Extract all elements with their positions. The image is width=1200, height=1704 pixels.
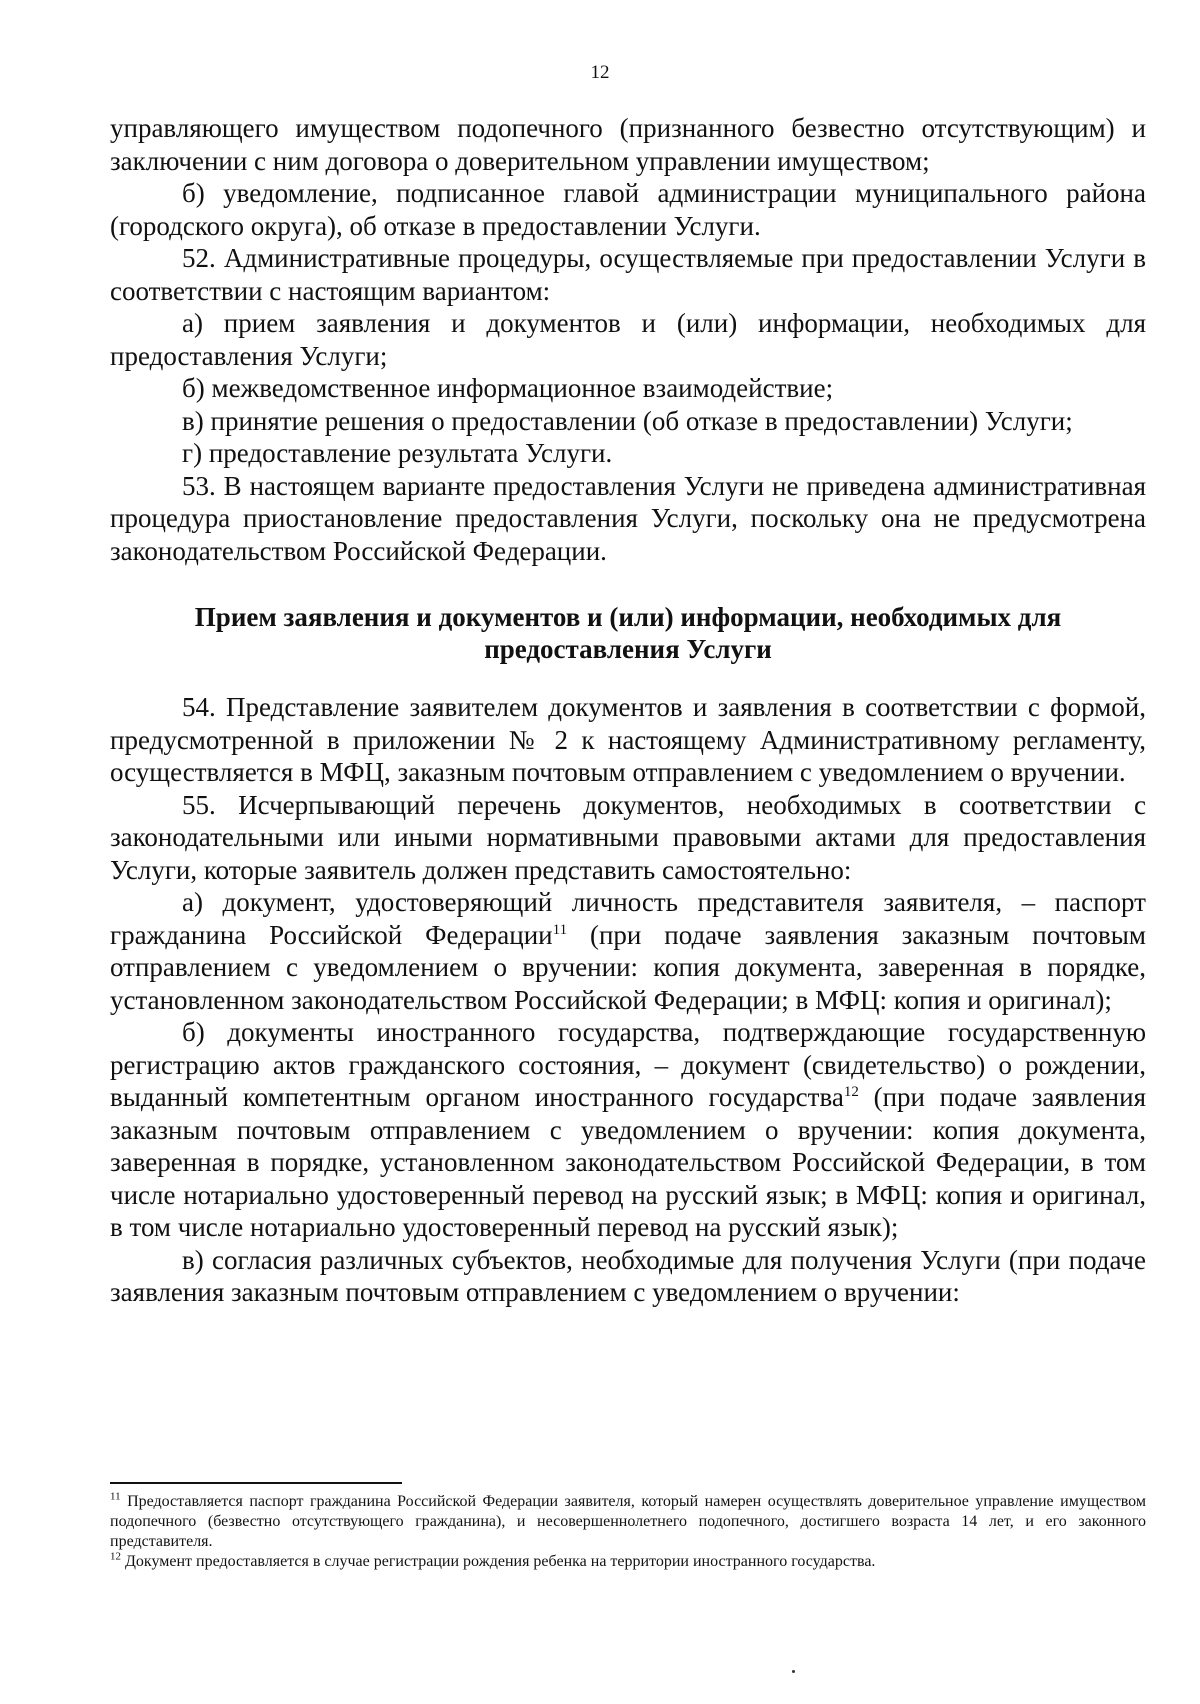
page-number: 12 xyxy=(590,62,610,83)
footnote xyxy=(110,1552,1146,1572)
paragraph: 55. Исчерпывающий перечень документов, необходимых в соответствии с законодательными или иными нормативными правовыми актами для предоставления Услуги, которые заявитель должен представить самостоятельно: xyxy=(110,789,1146,885)
paragraph-text: (при подаче заявления заказным почтовым отправлением с уведомлением о вручении: копия документа, заверенная в порядке, установленном законодательством Российской Федерации; в МФЦ: копия и оригинал); xyxy=(110,919,1147,1015)
paragraph: г) предоставление результата Услуги. xyxy=(182,438,613,468)
footnote xyxy=(110,1492,1146,1552)
paragraph: а) прием заявления и документов и (или) информации, необходимых для предоставления Услуги; xyxy=(110,308,1146,371)
paragraph-text: а) документ, удостоверяющий личность представителя заявителя, – паспорт гражданина Российской Федерации xyxy=(110,887,1146,950)
paragraph xyxy=(110,886,1146,1016)
paragraph-text: (при подаче заявления заказным почтовым отправлением с уведомлением о вручении: копия документа, заверенная в порядке, установленном законодательством Российской Федерации, в том числе нотариально удостоверенный перевод на русский язык; в МФЦ: копия и оригинал, в том числе нотариально удостоверенный перевод на русский язык); xyxy=(110,1082,1147,1242)
paragraph: 53. В настоящем варианте предоставления Услуги не приведена административная процедура приостановление предоставления Услуги, поскольку она не предусмотрена законодательством Российской Федерации. xyxy=(110,470,1146,566)
footnote-number: 12 xyxy=(110,1550,121,1563)
footnote-text: Документ предоставляется в случае регистрации рождения ребенка на территории иностранного государства. xyxy=(121,1553,876,1570)
footnote-number: 11 xyxy=(110,1490,121,1503)
paragraph xyxy=(110,1016,1146,1244)
paragraph: 52. Административные процедуры, осуществляемые при предоставлении Услуги в соответствии с настоящим вариантом: xyxy=(110,243,1146,306)
paragraph: 54. Представление заявителем документов и заявления в соответствии с формой, предусмотренной в приложении № 2 к настоящему Административному регламенту, осуществляется в МФЦ, заказным почтовым отправлением с уведомлением о вручении. xyxy=(110,692,1146,787)
footnotes xyxy=(110,1492,1146,1572)
paragraph: управляющего имуществом подопечного (признанного безвестно отсутствующим) и заключении с ним договора о доверительном управлении имуществом; xyxy=(110,113,1146,176)
footnote-text: Предоставляется паспорт гражданина Российской Федерации заявителя, который намерен осуществлять доверительное управление имуществом подопечного (безвестно отсутствующего гражданина), и несовершеннолетнего подопечного, достигшего возраста 14 лет, и его законного представителя. xyxy=(110,1493,1146,1550)
footnote-ref: 12 xyxy=(843,1084,859,1100)
section-heading: Прием заявления и документов и (или) информации, необходимых для предоставления Услуги xyxy=(194,602,1062,664)
paragraph-text: б) документы иностранного государства, подтверждающие государственную регистрацию актов гражданского состояния, – документ (свидетельство) о рождении, выданный компетентным органом иностранного государства xyxy=(110,1017,1146,1112)
footnote-divider xyxy=(110,1482,402,1484)
document-body xyxy=(110,112,1146,1309)
paragraph: в) согласия различных субъектов, необходимые для получения Услуги (при подаче заявления заказным почтовым отправлением с уведомлением о вручении: xyxy=(110,1244,1146,1307)
paragraph: б) уведомление, подписанное главой администрации муниципального района (городского округа), об отказе в предоставлении Услуги. xyxy=(110,178,1146,241)
scan-speck xyxy=(792,1670,795,1673)
footnote-ref: 11 xyxy=(552,921,568,938)
paragraph: в) принятие решения о предоставлении (об отказе в предоставлении) Услуги; xyxy=(182,405,1073,436)
paragraph: б) межведомственное информационное взаимодействие; xyxy=(182,373,834,403)
